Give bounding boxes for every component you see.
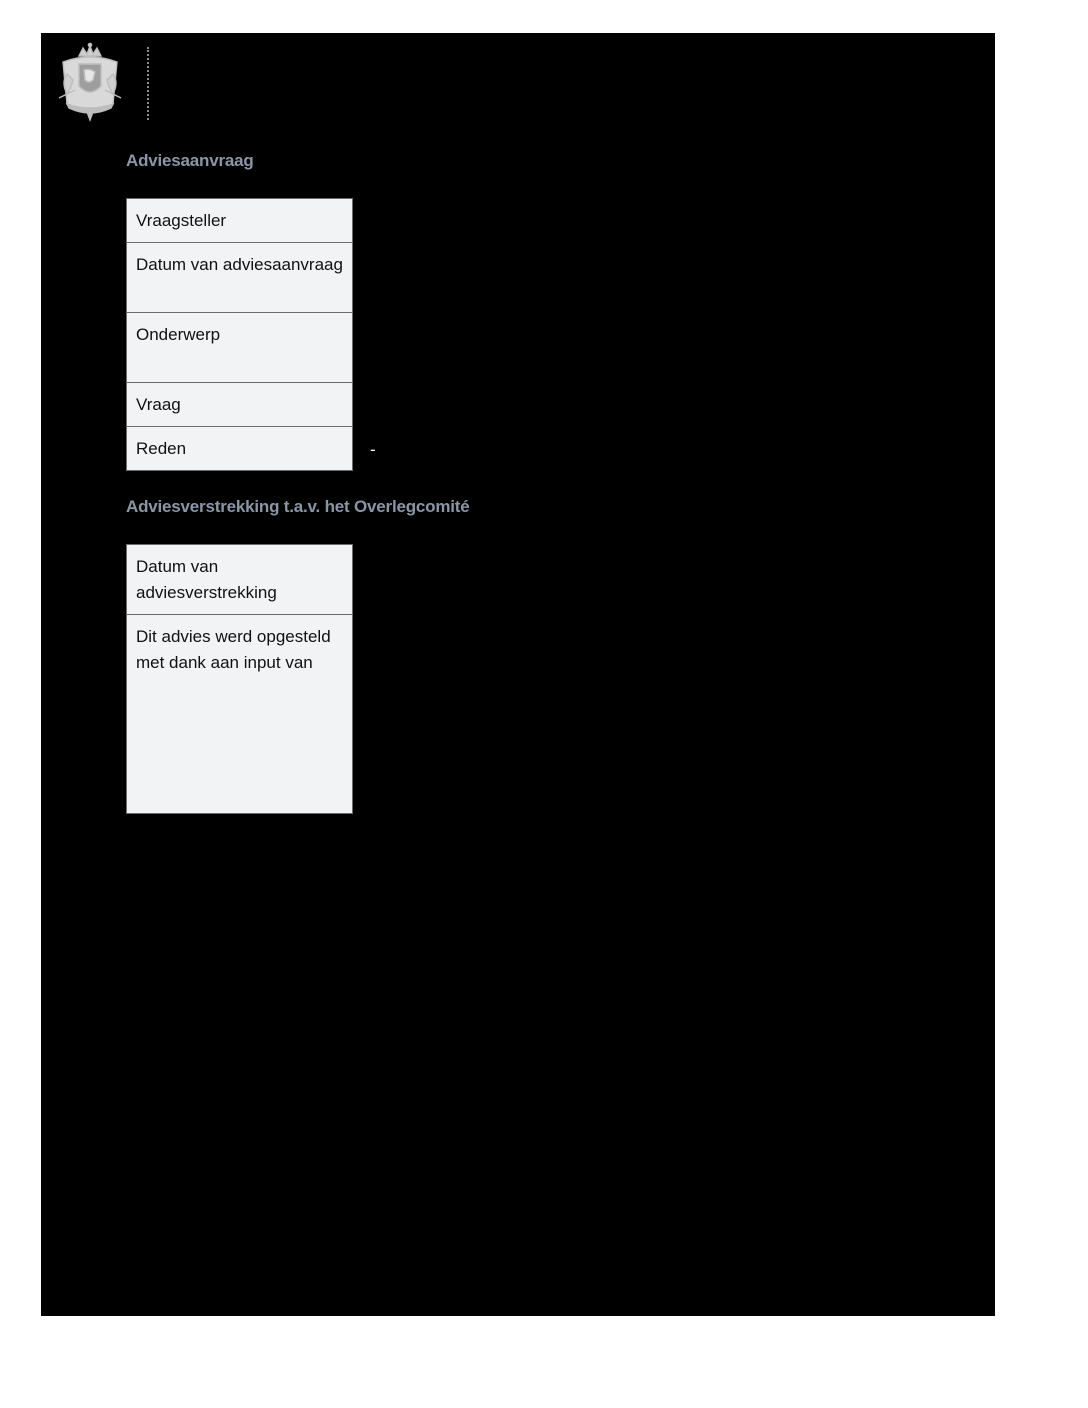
request-label-question: Vraag <box>127 383 352 427</box>
header-divider <box>147 47 149 120</box>
response-label-date: Datum van adviesverstrekking <box>127 545 352 615</box>
response-label-contributors: Dit advies werd opgesteld met dank aan input van <box>127 615 352 813</box>
request-label-reason: Reden <box>127 427 352 470</box>
request-table <box>126 198 353 471</box>
request-label-subject: Onderwerp <box>127 313 352 383</box>
request-value-reason: - <box>370 440 376 459</box>
request-label-requester: Vraagsteller <box>127 199 352 243</box>
response-table <box>126 544 353 814</box>
section-heading-request: Adviesaanvraag <box>126 151 254 170</box>
belgian-coat-of-arms-icon <box>53 42 127 122</box>
section-heading-response: Adviesverstrekking t.a.v. het Overlegcomité <box>126 497 470 516</box>
request-label-date: Datum van adviesaanvraag <box>127 243 352 313</box>
